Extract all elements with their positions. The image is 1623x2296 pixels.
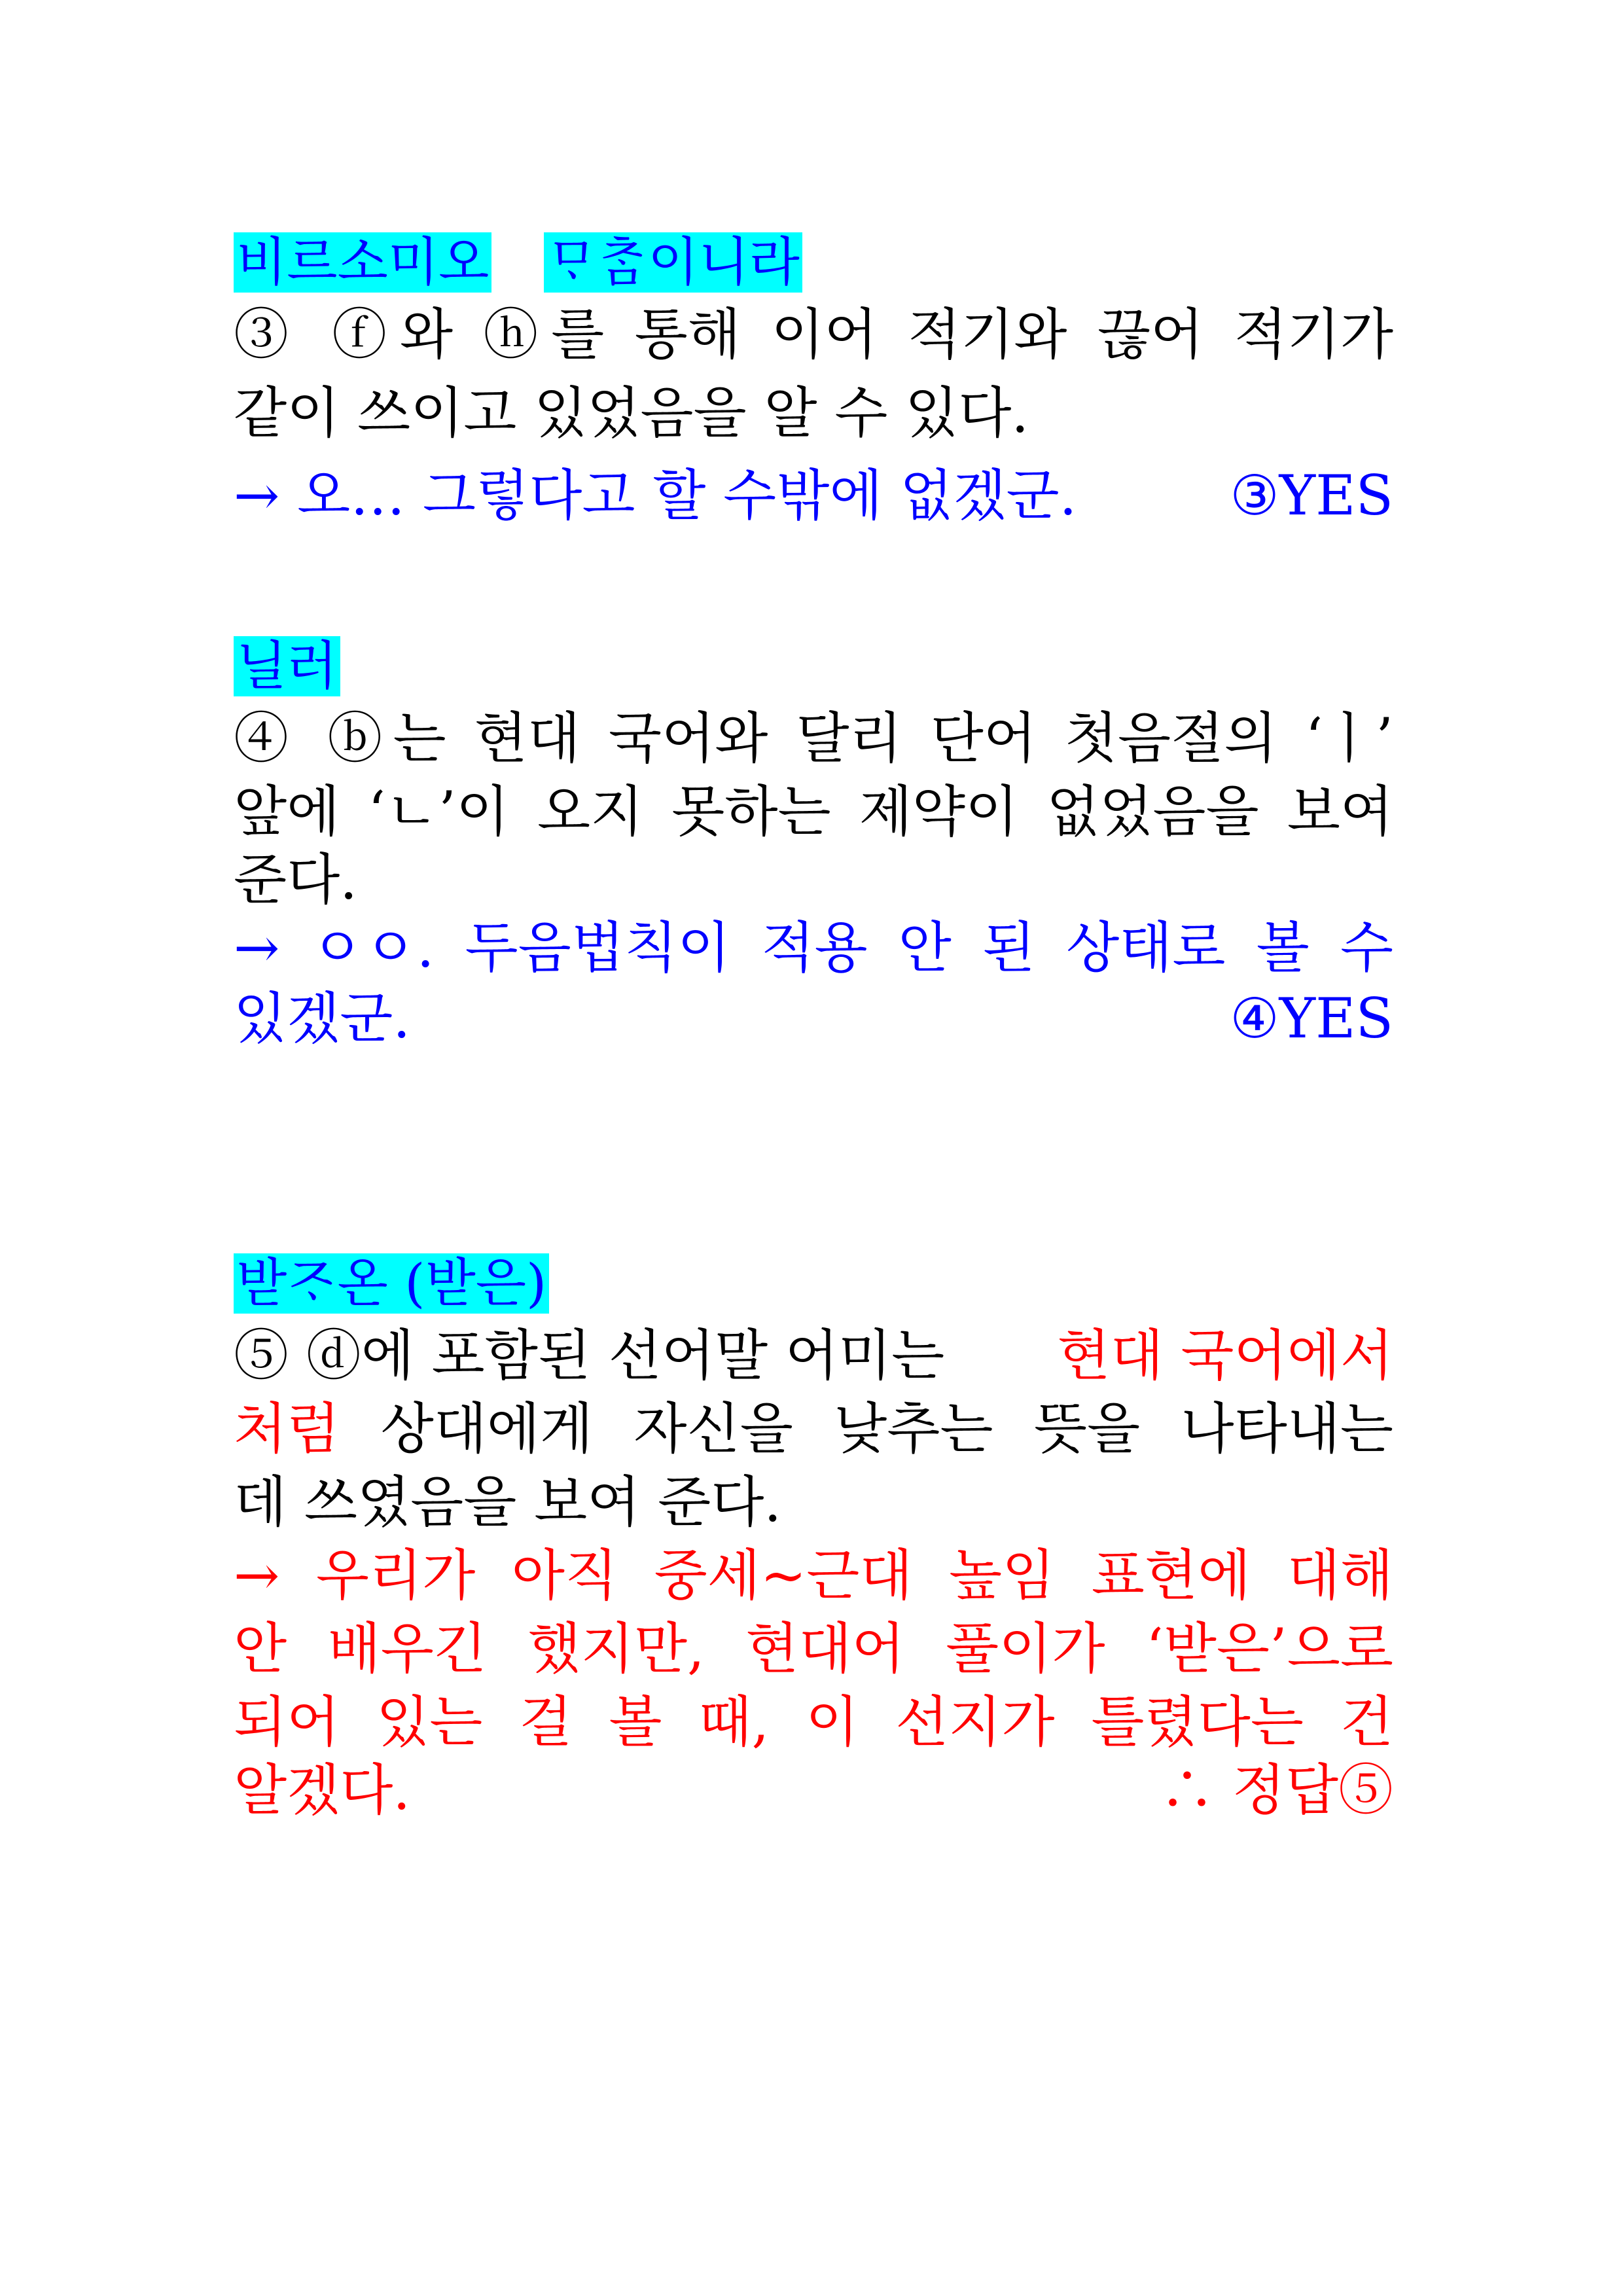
- section-3: [234, 232, 1393, 527]
- verdict-label: ③YES: [1230, 463, 1393, 528]
- section-5-heading: [234, 1253, 1393, 1319]
- statement-text-red: 현대 국어에서: [1057, 1323, 1393, 1388]
- section-5: [234, 1253, 1393, 1821]
- comment-line: [234, 464, 1393, 527]
- choice-statement-line: [234, 1397, 1393, 1460]
- highlighted-phrase: 받ᄌᆞ온 (받은): [234, 1253, 549, 1314]
- choice-statement-line: [234, 1324, 1393, 1387]
- highlighted-phrase: 비르소미오: [234, 232, 491, 293]
- comment-line: 안 배우긴 했지만, 현대어 풀이가 ‘받은’으로: [234, 1617, 1393, 1680]
- comment-line: [234, 987, 1393, 1050]
- choice-statement-line: 같이 쓰이고 있었음을 알 수 있다.: [234, 382, 1029, 444]
- statement-text: ⑤ ⓓ에 포함된 선어말 어미는: [234, 1323, 945, 1388]
- section-3-heading: [234, 232, 1393, 298]
- comment-text: 알겠다.: [234, 1758, 411, 1822]
- highlighted-phrase: ᄆᆞᄎᆞᆷ이니라: [544, 232, 802, 293]
- section-4: [234, 636, 1393, 1050]
- comment-line: → ㅇㅇ. 두음법칙이 적용 안 된 상태로 볼 수: [234, 916, 1393, 979]
- comment-line: 되어 있는 걸 볼 때, 이 선지가 틀렸다는 건: [234, 1691, 1393, 1753]
- choice-statement-line: 데 쓰였음을 보여 준다.: [234, 1471, 782, 1534]
- highlighted-phrase: 닐러: [234, 636, 340, 696]
- choice-statement-line: 앞에 ‘ㄴ’이 오지 못하는 제약이 없었음을 보여: [234, 780, 1393, 843]
- statement-text: 상대에게 자신을 낮추는 뜻을 나타내는: [340, 1397, 1393, 1460]
- verdict-label: ④YES: [1230, 986, 1393, 1050]
- comment-line: [234, 1759, 1393, 1821]
- statement-text-red: 처럼: [234, 1397, 340, 1460]
- comment-line: → 우리가 아직 중세~근대 높임 표현에 대해: [234, 1544, 1393, 1607]
- answer-label: ∴ 정답⑤: [1160, 1758, 1393, 1822]
- section-4-heading: [234, 636, 1393, 702]
- choice-statement-line: ③ ⓕ와 ⓗ를 통해 이어 적기와 끊어 적기가: [234, 303, 1393, 366]
- comment-text: 있겠군.: [234, 986, 411, 1050]
- choice-statement-line: ④ ⓑ는 현대 국어와 달리 단어 첫음절의 ‘ㅣ’: [234, 707, 1393, 770]
- comment-text: → 오… 그렇다고 할 수밖에 없겠군.: [234, 463, 1077, 528]
- choice-statement-line: 준다.: [234, 848, 357, 911]
